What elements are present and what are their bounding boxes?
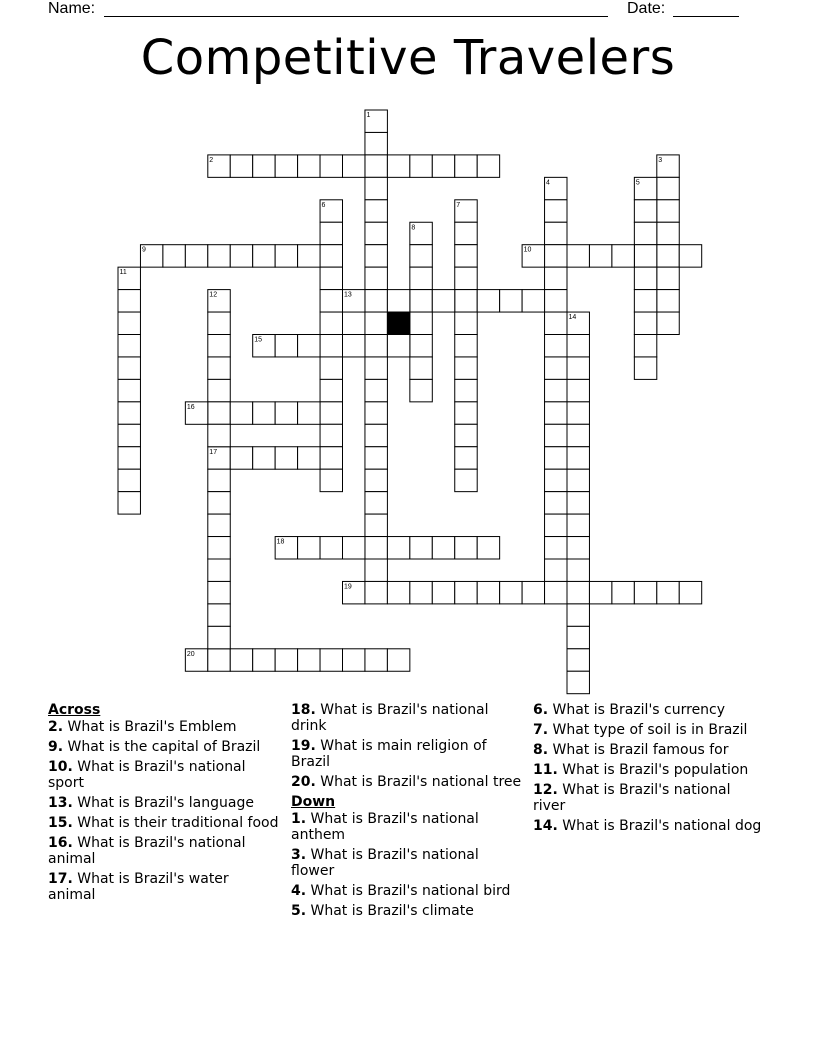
clue-num: 1. — [291, 811, 307, 827]
clue-text: What is Brazil's language — [72, 795, 254, 811]
grid-cell[interactable] — [208, 469, 230, 491]
grid-cell[interactable] — [365, 132, 387, 154]
clue-text: What is Brazil's national bird — [306, 883, 511, 899]
clue-item — [533, 818, 765, 834]
grid-cell[interactable] — [634, 335, 656, 357]
grid-cell[interactable] — [634, 200, 656, 222]
clue-number-13: 13 — [344, 291, 352, 299]
grid-cell[interactable] — [455, 379, 477, 401]
grid-cell[interactable] — [208, 581, 230, 603]
grid-cell[interactable] — [545, 222, 567, 244]
grid-cell[interactable] — [320, 402, 342, 424]
grid-cell[interactable] — [208, 312, 230, 334]
grid-cell[interactable] — [589, 245, 611, 267]
grid-cell[interactable] — [567, 559, 589, 581]
grid-cell[interactable] — [545, 335, 567, 357]
grid-cell[interactable] — [432, 581, 454, 603]
clue-text: What is the capital of Brazil — [63, 739, 261, 755]
grid-cell[interactable] — [567, 402, 589, 424]
grid-cell[interactable] — [545, 447, 567, 469]
grid-cell[interactable] — [477, 537, 499, 559]
clue-item — [291, 738, 523, 770]
grid-cell[interactable] — [365, 402, 387, 424]
grid-cell[interactable] — [410, 267, 432, 289]
grid-cell[interactable] — [589, 581, 611, 603]
clue-num: 12. — [533, 782, 558, 798]
clue-number-6: 6 — [321, 201, 326, 209]
grid-cell[interactable] — [298, 245, 320, 267]
clue-num: 18. — [291, 702, 316, 718]
clue-number-15: 15 — [254, 336, 262, 344]
clue-item — [48, 739, 280, 755]
grid-cell[interactable] — [365, 537, 387, 559]
clue-num: 10. — [48, 759, 73, 775]
grid-cell[interactable] — [410, 155, 432, 177]
grid-cell[interactable] — [679, 581, 701, 603]
clues-column-1 — [48, 702, 280, 907]
clue-text: What is Brazil's currency — [548, 702, 726, 718]
grid-cell[interactable] — [343, 537, 365, 559]
grid-cell[interactable] — [365, 200, 387, 222]
grid-cell[interactable] — [320, 537, 342, 559]
grid-cell[interactable] — [253, 649, 275, 671]
grid-cell[interactable] — [545, 290, 567, 312]
grid-cell[interactable] — [455, 424, 477, 446]
clue-number-4: 4 — [546, 179, 550, 187]
grid-cell[interactable] — [275, 402, 297, 424]
grid-cell[interactable] — [118, 379, 140, 401]
grid-cell[interactable] — [612, 245, 634, 267]
grid-cell[interactable] — [455, 537, 477, 559]
grid-cell[interactable] — [634, 581, 656, 603]
grid-cell[interactable] — [477, 155, 499, 177]
grid-cell[interactable] — [208, 514, 230, 536]
grid-cell[interactable] — [320, 312, 342, 334]
clue-text: What is Brazil famous for — [548, 742, 729, 758]
clue-number-20: 20 — [186, 650, 195, 658]
clue-num: 13. — [48, 795, 73, 811]
grid-cell[interactable] — [567, 649, 589, 671]
grid-cell[interactable] — [365, 245, 387, 267]
grid-cell[interactable] — [298, 155, 320, 177]
grid-cell[interactable] — [320, 267, 342, 289]
clue-num: 3. — [291, 847, 307, 863]
grid-cell[interactable] — [567, 447, 589, 469]
clues-column-2 — [291, 702, 523, 923]
grid-cell[interactable] — [410, 537, 432, 559]
clue-text: What is their traditional food — [72, 815, 279, 831]
grid-cell[interactable] — [500, 290, 522, 312]
grid-cell[interactable] — [208, 626, 230, 648]
grid-cell[interactable] — [365, 357, 387, 379]
grid-cell[interactable] — [320, 245, 342, 267]
grid-cell[interactable] — [567, 537, 589, 559]
grid-cell[interactable] — [298, 402, 320, 424]
grid-cell[interactable] — [567, 671, 589, 693]
grid-cell[interactable] — [634, 312, 656, 334]
clue-num: 7. — [533, 722, 549, 738]
clue-item — [533, 742, 765, 758]
grid-cell[interactable] — [545, 581, 567, 603]
clue-item — [291, 883, 523, 899]
grid-cell[interactable] — [253, 155, 275, 177]
clue-item — [291, 774, 523, 790]
clue-number-5: 5 — [635, 179, 640, 187]
grid-cell[interactable] — [432, 290, 454, 312]
grid-cell[interactable] — [634, 357, 656, 379]
grid-cell[interactable] — [410, 245, 432, 267]
grid-cell[interactable] — [365, 559, 387, 581]
grid-cell[interactable] — [567, 626, 589, 648]
grid-cell[interactable] — [208, 379, 230, 401]
clue-number-3: 3 — [658, 156, 663, 164]
clue-number-16: 16 — [186, 403, 195, 411]
grid-cell[interactable] — [208, 537, 230, 559]
clue-number-9: 9 — [141, 246, 146, 254]
grid-cell[interactable] — [477, 290, 499, 312]
grid-cell[interactable] — [657, 312, 679, 334]
clue-item — [291, 903, 523, 919]
clue-number-14: 14 — [568, 314, 577, 322]
clue-number-11: 11 — [119, 269, 127, 277]
clues-column-3 — [533, 702, 765, 838]
down-heading: Down — [291, 794, 336, 810]
grid-cell[interactable] — [208, 424, 230, 446]
grid-cell[interactable] — [545, 559, 567, 581]
grid-cell[interactable] — [432, 155, 454, 177]
grid-cell[interactable] — [387, 155, 409, 177]
grid-cell[interactable] — [118, 447, 140, 469]
grid-cell[interactable] — [365, 581, 387, 603]
grid-cell[interactable] — [208, 335, 230, 357]
clue-text: What is Brazil's Emblem — [63, 719, 237, 735]
grid-cell[interactable] — [275, 649, 297, 671]
grid-cell[interactable] — [455, 447, 477, 469]
clue-text: What is Brazil's water animal — [48, 871, 229, 903]
grid-cell[interactable] — [567, 604, 589, 626]
grid-cell[interactable] — [567, 357, 589, 379]
grid-cell[interactable] — [545, 312, 567, 334]
grid-cell[interactable] — [455, 402, 477, 424]
grid-cell[interactable] — [298, 447, 320, 469]
grid-cell[interactable] — [365, 424, 387, 446]
grid-cell[interactable] — [500, 581, 522, 603]
grid-cell[interactable] — [455, 581, 477, 603]
clue-num: 16. — [48, 835, 73, 851]
grid-cell[interactable] — [612, 581, 634, 603]
grid-cell[interactable] — [455, 155, 477, 177]
clue-item — [48, 835, 280, 867]
grid-cell[interactable] — [253, 245, 275, 267]
grid-cell[interactable] — [118, 402, 140, 424]
grid-cell[interactable] — [455, 469, 477, 491]
grid-cell[interactable] — [118, 290, 140, 312]
grid-cell[interactable] — [365, 267, 387, 289]
clue-num: 20. — [291, 774, 316, 790]
clue-item — [48, 815, 280, 831]
grid-cell[interactable] — [567, 379, 589, 401]
grid-cell[interactable] — [387, 290, 409, 312]
grid-cell[interactable] — [230, 245, 252, 267]
clue-num: 19. — [291, 738, 316, 754]
grid-cell[interactable] — [545, 245, 567, 267]
grid-cell[interactable] — [185, 245, 207, 267]
grid-cell[interactable] — [387, 581, 409, 603]
clue-item — [291, 847, 523, 879]
clue-number-12: 12 — [209, 291, 218, 299]
grid-cell[interactable] — [657, 267, 679, 289]
grid-cell[interactable] — [320, 357, 342, 379]
grid-cell[interactable] — [455, 357, 477, 379]
grid-cell[interactable] — [275, 155, 297, 177]
grid-cell[interactable] — [365, 155, 387, 177]
clue-item — [291, 811, 523, 843]
clue-num: 11. — [533, 762, 558, 778]
date-label: Date: — [627, 0, 666, 17]
grid-cell[interactable] — [455, 290, 477, 312]
grid-cell[interactable] — [118, 357, 140, 379]
grid-cell[interactable] — [545, 492, 567, 514]
grid-cell[interactable] — [320, 222, 342, 244]
clue-text: What is Brazil's population — [557, 762, 749, 778]
clue-num: 9. — [48, 739, 64, 755]
clue-item — [533, 762, 765, 778]
clue-number-10: 10 — [523, 246, 532, 254]
grid-cell[interactable] — [545, 424, 567, 446]
grid-cell[interactable] — [657, 200, 679, 222]
grid-cell[interactable] — [567, 492, 589, 514]
clue-number-2: 2 — [209, 156, 214, 164]
grid-cell[interactable] — [410, 312, 432, 334]
grid-cell[interactable] — [657, 290, 679, 312]
clue-item — [48, 719, 280, 735]
clue-text: What is Brazil's national sport — [48, 759, 246, 791]
clue-number-17: 17 — [209, 448, 218, 456]
clue-item — [48, 795, 280, 811]
clue-number-8: 8 — [411, 224, 416, 232]
grid-cell[interactable] — [522, 581, 544, 603]
grid-cell[interactable] — [545, 379, 567, 401]
clue-item — [533, 722, 765, 738]
grid-cell[interactable] — [298, 335, 320, 357]
grid-cell[interactable] — [455, 335, 477, 357]
name-label: Name: — [48, 0, 96, 17]
grid-cell[interactable] — [365, 447, 387, 469]
clue-item — [48, 871, 280, 903]
clue-text: What type of soil is in Brazil — [548, 722, 748, 738]
clue-num: 15. — [48, 815, 73, 831]
grid-cell[interactable] — [298, 649, 320, 671]
grid-cell[interactable] — [253, 447, 275, 469]
grid-cell[interactable] — [477, 581, 499, 603]
grid-cell[interactable] — [387, 537, 409, 559]
grid-cell[interactable] — [275, 245, 297, 267]
grid-cell[interactable] — [320, 379, 342, 401]
grid-cell[interactable] — [365, 492, 387, 514]
black-cell — [387, 312, 409, 334]
grid-cell[interactable] — [208, 402, 230, 424]
grid-cell[interactable] — [320, 290, 342, 312]
clue-num: 14. — [533, 818, 558, 834]
clue-text: What is Brazil's national tree — [315, 774, 522, 790]
grid-cell[interactable] — [410, 581, 432, 603]
grid-cell[interactable] — [567, 581, 589, 603]
grid-cell[interactable] — [545, 514, 567, 536]
grid-cell[interactable] — [567, 469, 589, 491]
grid-cell[interactable] — [320, 649, 342, 671]
clue-text: What is Brazil's climate — [306, 903, 474, 919]
grid-cell[interactable] — [657, 222, 679, 244]
grid-cell[interactable] — [634, 222, 656, 244]
grid-cell[interactable] — [567, 335, 589, 357]
clue-text: What is main religion of Brazil — [291, 738, 487, 770]
grid-cell[interactable] — [455, 222, 477, 244]
grid-cell[interactable] — [657, 245, 679, 267]
grid-cell[interactable] — [208, 492, 230, 514]
grid-cell[interactable] — [230, 649, 252, 671]
grid-cell[interactable] — [365, 379, 387, 401]
clue-text: What is Brazil's national dog — [557, 818, 762, 834]
grid-cell[interactable] — [118, 312, 140, 334]
grid-cell[interactable] — [343, 155, 365, 177]
grid-cell[interactable] — [567, 514, 589, 536]
clue-number-1: 1 — [366, 112, 371, 119]
grid-cell[interactable] — [208, 245, 230, 267]
grid-cell[interactable] — [275, 447, 297, 469]
grid-cell[interactable] — [365, 335, 387, 357]
grid-cell[interactable] — [455, 267, 477, 289]
grid-cell[interactable] — [365, 222, 387, 244]
clue-text: What is Brazil's national drink — [291, 702, 489, 734]
grid-cell[interactable] — [208, 357, 230, 379]
grid-cell[interactable] — [208, 649, 230, 671]
grid-cell[interactable] — [387, 335, 409, 357]
grid-cell[interactable] — [320, 335, 342, 357]
clue-text: What is Brazil's national anthem — [291, 811, 479, 843]
clue-item — [48, 759, 280, 791]
clue-num: 2. — [48, 719, 64, 735]
across-heading: Across — [48, 702, 101, 718]
clue-num: 4. — [291, 883, 307, 899]
grid-cell[interactable] — [230, 155, 252, 177]
grid-cell[interactable] — [410, 357, 432, 379]
grid-cell[interactable] — [634, 267, 656, 289]
grid-cell[interactable] — [410, 290, 432, 312]
grid-cell[interactable] — [343, 335, 365, 357]
grid-cell[interactable] — [545, 357, 567, 379]
clue-number-7: 7 — [456, 201, 461, 209]
grid-cell[interactable] — [657, 177, 679, 199]
grid-cell[interactable] — [567, 424, 589, 446]
grid-cell[interactable] — [253, 402, 275, 424]
clue-text: What is Brazil's national flower — [291, 847, 479, 879]
clue-num: 17. — [48, 871, 73, 887]
clue-item — [291, 702, 523, 734]
grid-cell[interactable] — [365, 469, 387, 491]
clue-text: What is Brazil's national river — [533, 782, 731, 814]
clue-num: 6. — [533, 702, 549, 718]
grid-cell[interactable] — [365, 514, 387, 536]
grid-cell[interactable] — [455, 245, 477, 267]
grid-cell[interactable] — [230, 447, 252, 469]
puzzle-title: Competitive Travelers — [140, 30, 676, 86]
grid-cell[interactable] — [230, 402, 252, 424]
grid-cell[interactable] — [545, 267, 567, 289]
grid-cell[interactable] — [522, 290, 544, 312]
grid-cell[interactable] — [320, 155, 342, 177]
grid-cell[interactable] — [208, 604, 230, 626]
grid-cell[interactable] — [432, 537, 454, 559]
clue-item — [533, 702, 765, 718]
grid-cell[interactable] — [657, 581, 679, 603]
grid-cell[interactable] — [545, 537, 567, 559]
clue-item — [533, 782, 765, 814]
grid-cell[interactable] — [545, 469, 567, 491]
grid-cell[interactable] — [320, 447, 342, 469]
grid-cell[interactable] — [410, 335, 432, 357]
grid-cell[interactable] — [275, 335, 297, 357]
grid-cell[interactable] — [567, 245, 589, 267]
grid-cell[interactable] — [387, 649, 409, 671]
grid-cell[interactable] — [118, 469, 140, 491]
grid-cell[interactable] — [545, 402, 567, 424]
grid-cell[interactable] — [365, 649, 387, 671]
grid-cell[interactable] — [365, 177, 387, 199]
clue-number-19: 19 — [344, 583, 352, 591]
grid-cell[interactable] — [118, 335, 140, 357]
grid-cell[interactable] — [163, 245, 185, 267]
grid-cell[interactable] — [320, 469, 342, 491]
grid-cell[interactable] — [208, 559, 230, 581]
grid-cell[interactable] — [118, 424, 140, 446]
grid-cell[interactable] — [634, 245, 656, 267]
grid-cell[interactable] — [298, 537, 320, 559]
grid-cell[interactable] — [410, 379, 432, 401]
grid-cell[interactable] — [545, 200, 567, 222]
grid-cell[interactable] — [455, 312, 477, 334]
grid-cell[interactable] — [118, 492, 140, 514]
clue-num: 8. — [533, 742, 549, 758]
grid-cell[interactable] — [320, 424, 342, 446]
grid-cell[interactable] — [679, 245, 701, 267]
grid-cell[interactable] — [634, 290, 656, 312]
clue-num: 5. — [291, 903, 307, 919]
grid-cell[interactable] — [365, 290, 387, 312]
clue-number-18: 18 — [276, 538, 285, 546]
clue-text: What is Brazil's national animal — [48, 835, 246, 867]
grid-cell[interactable] — [365, 312, 387, 334]
grid-cell[interactable] — [343, 649, 365, 671]
